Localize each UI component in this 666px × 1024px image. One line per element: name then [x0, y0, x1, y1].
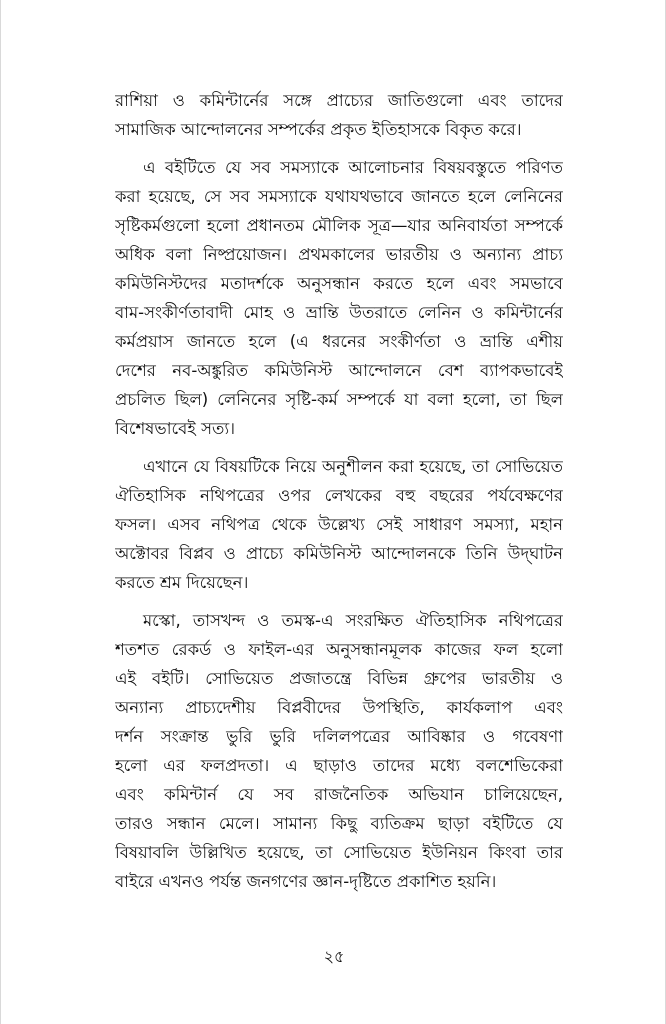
text-line: বাইরে এখনও পর্যন্ত জনগণের জ্ঞান-দৃষ্টিতে প্রকাশিত হয়নি।	[115, 872, 497, 891]
text-line: তারও সন্ধান মেলে। সামান্য কিছু ব্যতিক্রম ছাড়া বইটিতে যে	[115, 814, 563, 833]
text-line: বিষয়াবলি উল্লিখিত হয়েছে, তা সোভিয়েত ইউনিয়ন কিংবা তার	[115, 843, 563, 862]
text-line: সৃষ্টিকর্মগুলো হলো প্রধানতম মৌলিক সূত্র—যার অনিবার্যতা সম্পর্কে	[115, 216, 563, 235]
text-line: ফসল। এসব নথিপত্র থেকে উল্লেখ্য সেই সাধারণ সমস্যা, মহান	[115, 515, 563, 534]
body-text	[115, 86, 563, 905]
text-line: অধিক বলা নিষ্প্রয়োজন। প্রথমকালের ভারতীয় ও অন্যান্য প্রাচ্য	[115, 245, 563, 264]
text-line: এই বইটি। সোভিয়েত প্রজাতন্ত্রে বিভিন্ন গ্রুপের ভারতীয় ও	[115, 669, 563, 688]
text-line: সামাজিক আন্দোলনের সম্পর্কের প্রকৃত ইতিহাসকে বিকৃত করে।	[115, 120, 522, 139]
text-line: শতশত রেকর্ড ও ফাইল-এর অনুসন্ধানমূলক কাজের ফল হলো	[115, 640, 563, 659]
text-line: দেশের নব-অঙ্কুরিত কমিউনিস্ট আন্দোলনে বেশ ব্যাপকভাবেই	[115, 361, 563, 380]
paragraph-2	[115, 153, 563, 443]
text-line: কর্মপ্রয়াস জানতে হলে (এ ধরনের সংকীর্ণতা ও ভ্রান্তি এশীয়	[115, 332, 563, 351]
text-line: অক্টোবর বিপ্লব ও প্রাচ্যে কমিউনিস্ট আন্দোলনকে তিনি উদ্‌ঘাটন	[115, 544, 563, 563]
text-line: মস্কো, তাসখন্দ ও তমস্ক-এ সংরক্ষিত ঐতিহাসিক নথিপত্রের	[143, 611, 563, 630]
text-line: দর্শন সংক্রান্ত ভুরি ভুরি দলিলপত্রের আবিষ্কার ও গবেষণা	[115, 727, 563, 746]
paragraph-1	[115, 86, 563, 144]
text-line: বিশেষভাবেই সত্য।	[115, 419, 236, 438]
text-line: রাশিয়া ও কমিন্টার্নের সঙ্গে প্রাচ্যের জাতিগুলো এবং তাদের	[115, 91, 563, 110]
text-line: এ বইটিতে যে সব সমস্যাকে আলোচনার বিষয়বস্তুতে পরিণত	[143, 158, 563, 177]
text-line: এখানে যে বিষয়টিকে নিয়ে অনুশীলন করা হয়েছে, তা সোভিয়েত	[143, 457, 563, 476]
text-line: প্রচলিত ছিল) লেনিনের সৃষ্টি-কর্ম সম্পর্কে যা বলা হলো, তা ছিল	[115, 390, 563, 409]
text-line: বাম-সংকীর্ণতাবাদী মোহ ও ভ্রান্তি উতরাতে লেনিন ও কমিন্টার্নের	[115, 303, 563, 322]
text-line: এবং কমিন্টার্ন যে সব রাজনৈতিক অভিযান চালিয়েছেন,	[115, 785, 563, 804]
text-line: ঐতিহাসিক নথিপত্রের ওপর লেখকের বহু বছরের পর্যবেক্ষণের	[115, 486, 563, 505]
text-line: কমিউনিস্টদের মতাদর্শকে অনুসন্ধান করতে হলে এবং সমভাবে	[115, 274, 563, 293]
paragraph-3	[115, 452, 563, 597]
paragraph-4	[115, 606, 563, 896]
text-line: অন্যান্য প্রাচ্যদেশীয় বিপ্লবীদের উপস্থিতি, কার্যকলাপ এবং	[115, 698, 563, 717]
text-line: হলো এর ফলপ্রদতা। এ ছাড়াও তাদের মধ্যে বলশেভিকেরা	[115, 756, 563, 775]
text-line: করতে শ্রম দিয়েছেন।	[115, 573, 249, 592]
text-line: করা হয়েছে, সে সব সমস্যাকে যথাযথভাবে জানতে হলে লেনিনের	[115, 187, 563, 206]
page-number: ২৫	[323, 947, 345, 966]
